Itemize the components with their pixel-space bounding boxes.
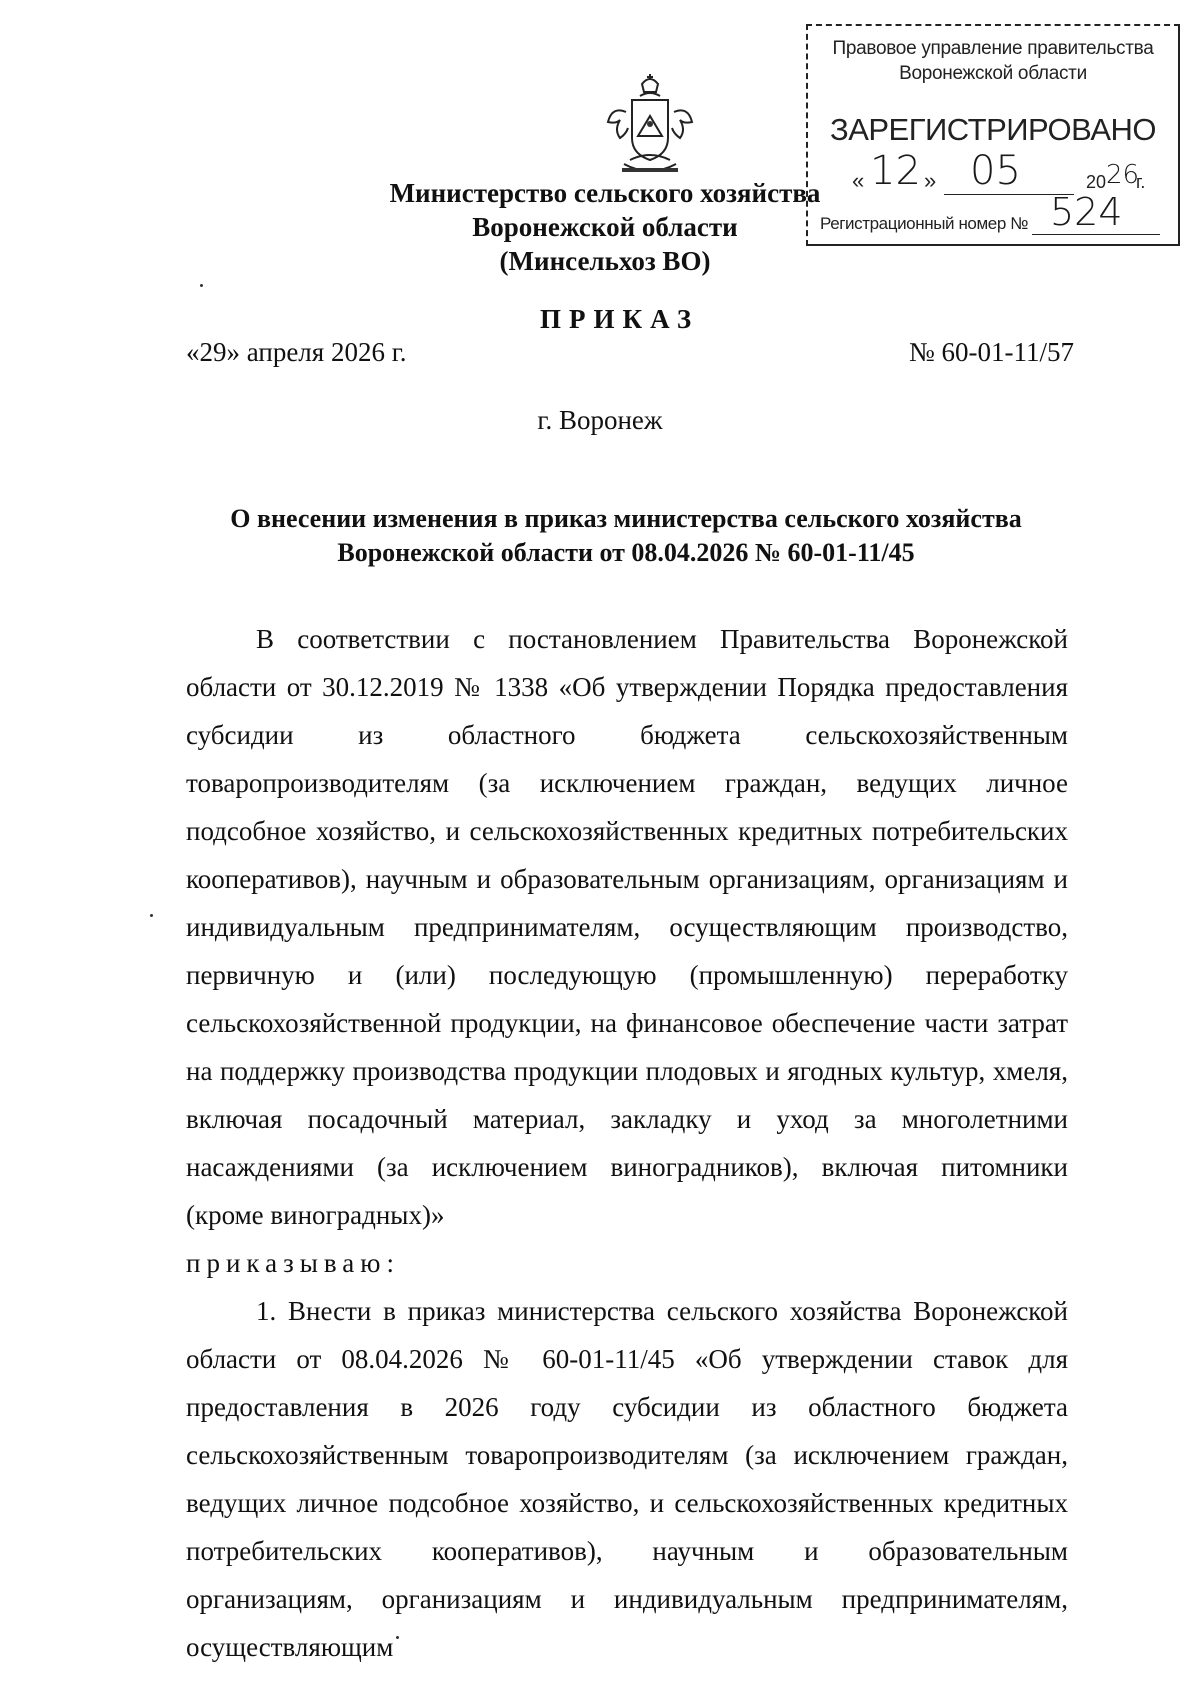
stamp-month-handwritten: 05 (970, 148, 1021, 194)
ministry-name-line2: Воронежской области (472, 212, 738, 242)
stamp-registered-label: ЗАРЕГИСТРИРОВАНО (829, 112, 1156, 147)
stamp-registration-number (820, 190, 1170, 240)
stamp-reg-number-handwritten: 524 (1050, 190, 1123, 234)
ministry-short-name: (Минсельхоз ВО) (499, 246, 711, 276)
stamp-reg-number-label: Регистрационный номер № (820, 214, 1029, 233)
registration-stamp (806, 24, 1180, 246)
stamp-day-handwritten: 12 (870, 148, 921, 194)
stamp-quote-close: » (924, 168, 937, 193)
stamp-year-suffix: г. (1136, 172, 1146, 192)
paragraph-item-1: 1. Внести в приказ министерства сельского хозяйства Воронежской области от 08.04.2026 № 60-01-11/45 «Об утверждении ставок для предоставления в 2026 году субсидии из областного бюджета сельскохозяйственным товаропроизводителям (за исключением граждан, ведущих личное подсобное хозяйство, и сельскохозяйственных кредитных потребительских кооперативов), научным и образовательным организациям, организациям и индивидуальным предпринимателям, осуществляющим (186, 1296, 1068, 1662)
document-number: № 60-01-11/57 (909, 337, 1074, 367)
document-city: г. Воронеж (537, 405, 663, 435)
stamp-org-line1: Правовое управление правительства (832, 38, 1154, 59)
stamp-reg-number-underline (1032, 234, 1160, 235)
subject-line2: Воронежской области от 08.04.2026 № 60-01-11/45 (337, 538, 915, 567)
document-subject (186, 502, 1066, 570)
document-title: ПРИКАЗ (540, 304, 700, 334)
stamp-org-line2: Воронежской области (899, 63, 1087, 84)
scan-speck (200, 284, 203, 287)
stamp-year-prefix: 20 (1086, 172, 1107, 192)
scan-speck (396, 1636, 399, 1639)
subject-line1: О внесении изменения в приказ министерства сельского хозяйства (230, 504, 1022, 533)
ministry-header (350, 176, 860, 278)
order-word: приказываю: (186, 1248, 400, 1278)
stamp-year-handwritten: 26 (1106, 160, 1140, 190)
scan-speck (150, 914, 153, 917)
document-date: «29» апреля 2026 г. (186, 337, 407, 367)
document-body (186, 615, 1068, 1671)
paragraph-basis: В соответствии с постановлением Правительства Воронежской области от 30.12.2019 № 1338 «Об утверждении Порядка предоставления субсидии из областного бюджета сельскохозяйственным товаропроизводителям (за исключением граждан, ведущих личное подсобное хозяйство, и сельскохозяйственных кредитных потребительских кооперативов), научным и образовательным организациям, организациям и индивидуальным предпринимателям, осуществляющим производство, первичную и (или) последующую (промышленную) переработку сельскохозяйственной продукции, на финансовое обеспечение части затрат на поддержку производства продукции плодовых и ягодных культур, хмеля, включая посадочный материал, закладку и уход за многолетними насаждениями (за исключением виноградников), включая питомники (кроме виноградных)» (186, 624, 1068, 1230)
coat-of-arms-icon (602, 72, 698, 182)
stamp-quote-open: « (852, 168, 865, 193)
ministry-name-line1: Министерство сельского хозяйства (389, 178, 821, 208)
stamp-organization (808, 36, 1178, 86)
